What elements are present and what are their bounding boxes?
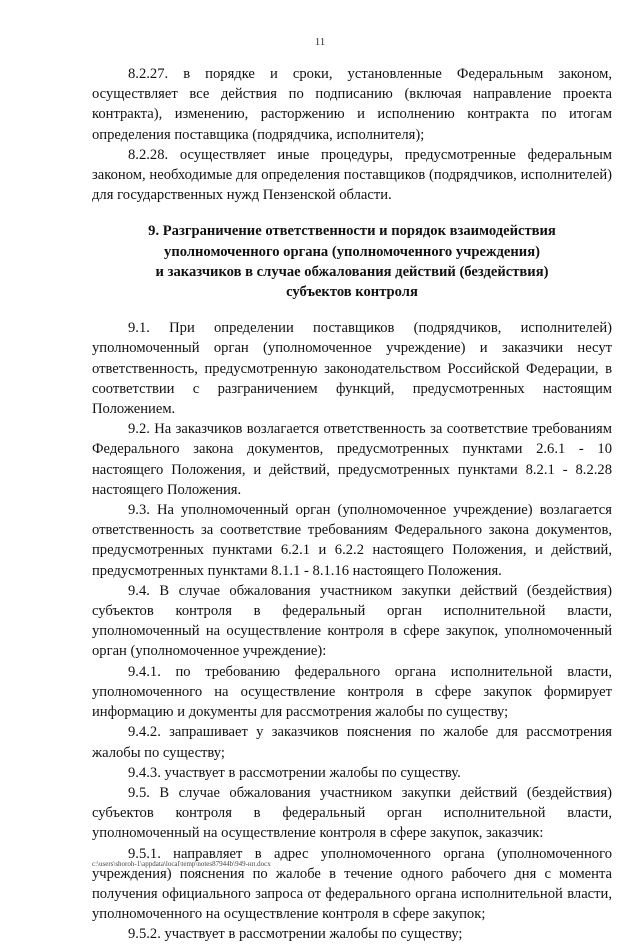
paragraph-9-4-1: 9.4.1. по требованию федерального органа исполнительной власти, уполномоченного на осуществление контроля в сфере закупок формирует информацию и документы для рассмотрения жалобы по существу; xyxy=(92,663,612,721)
paragraph-9-5-1: 9.5.1. направляет в адрес уполномоченного органа (уполномоченного учреждения) пояснения по жалобе в течение одного рабочего дня с момента получения официального запроса от федерального органа исполнительной власти, уполномоченного на осуществление контроля в сфере закупок; xyxy=(92,845,612,923)
heading-line: уполномоченного органа (уполномоченного учреждения) xyxy=(164,243,540,260)
page-content xyxy=(92,64,612,945)
page-number: 11 xyxy=(314,36,326,48)
paragraph-9-5-2: 9.5.2. участвует в рассмотрении жалобы по существу; xyxy=(128,926,463,943)
paragraph-9-4-2: 9.4.2. запрашивает у заказчиков пояснения по жалобе для рассмотрения жалобы по существу; xyxy=(92,724,612,761)
paragraph-8-2-27: 8.2.27. в порядке и сроки, установленные Федеральным законом, осуществляет все действия по подписанию (включая направление проекта контракта), изменению, расторжению и исполнению контракта по итогам определения поставщика (подрядчика, исполнителя); xyxy=(92,66,612,143)
paragraph-9-3: 9.3. На уполномоченный орган (уполномоченное учреждение) возлагается ответственность за соответствие требованиям Федерального закона документов, предусмотренных пунктами 6.2.1 и 6.2.2 настоящего Положения, и действий, предусмотренных пунктами 8.1.1 - 8.1.16 настоящего Положения. xyxy=(92,502,612,579)
paragraph-8-2-28: 8.2.28. осуществляет иные процедуры, предусмотренные федеральным законом, необходимые для определения поставщиков (подрядчиков, исполнителей) для государственных нужд Пензенской области. xyxy=(92,146,612,204)
paragraph-9-5: 9.5. В случае обжалования участником закупки действий (бездействия) субъектов контроля в федеральный орган исполнительной власти, уполномоченный на осуществление контроля в сфере закупок, заказчик: xyxy=(92,784,612,842)
heading-line: и заказчиков в случае обжалования действий (бездействия) xyxy=(155,263,549,280)
section-9-heading xyxy=(92,221,612,302)
heading-line: субъектов контроля xyxy=(286,284,418,301)
heading-line: 9. Разграничение ответственности и порядок взаимодействия xyxy=(148,223,556,240)
paragraph-9-2: 9.2. На заказчиков возлагается ответственность за соответствие требованиям Федерального закона документов, предусмотренных пунктами 2.6.1 - 10 настоящего Положения, и действий, предусмотренных пунктами 8.2.1 - 8.2.28 настоящего Положения. xyxy=(92,421,612,498)
footer-file-path: c:\users\shoroh-1\appdata\local\temp\notes87944b\949-нп.docx xyxy=(92,860,271,868)
paragraph-9-1: 9.1. При определении поставщиков (подрядчиков, исполнителей) уполномоченный орган (уполномоченное учреждение) и заказчики несут ответственность, предусмотренную законодательством Российской Федерации, в соответствии с разграничением функций, предусмотренных настоящим Положением. xyxy=(92,320,612,418)
paragraph-9-4-3: 9.4.3. участвует в рассмотрении жалобы по существу. xyxy=(128,764,461,781)
paragraph-9-4: 9.4. В случае обжалования участником закупки действий (бездействия) субъектов контроля в федеральный орган исполнительной власти, уполномоченный на осуществление контроля в сфере закупок, уполномоченный орган (уполномоченное учреждение): xyxy=(92,582,612,660)
